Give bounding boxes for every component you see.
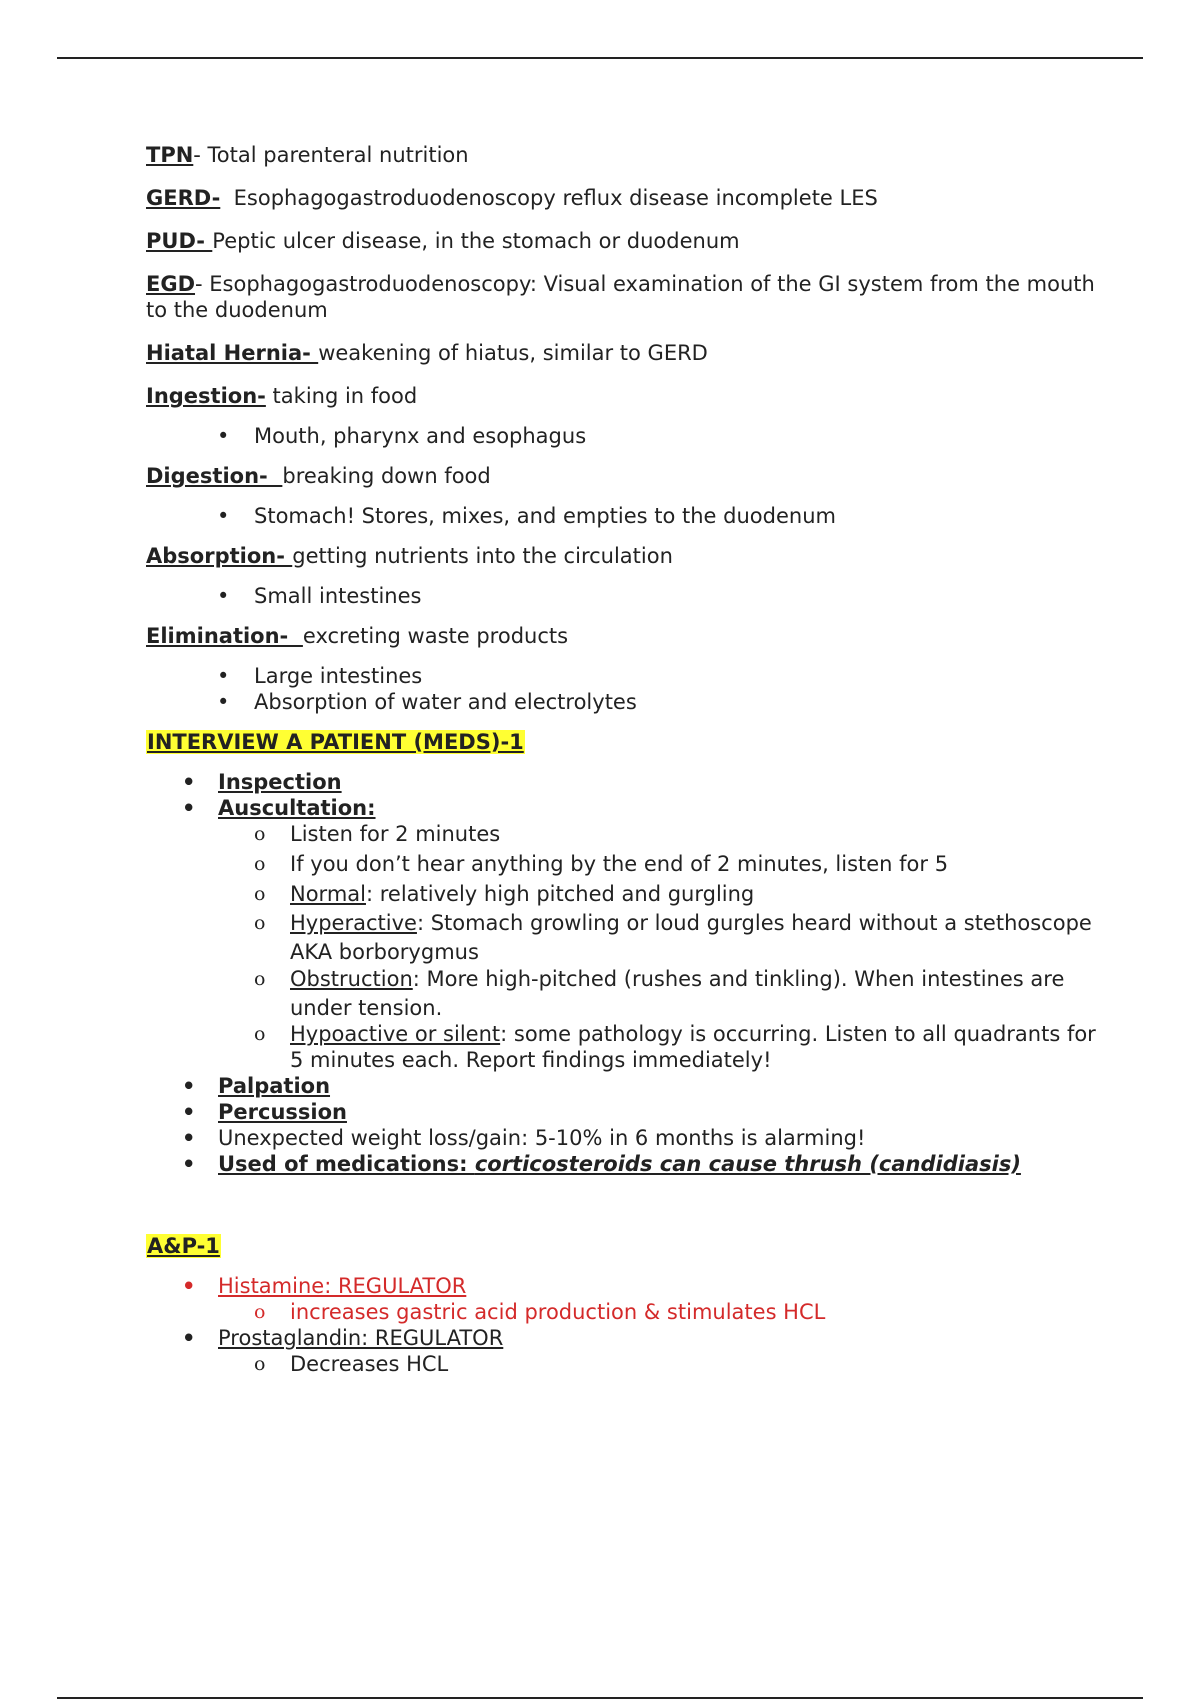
sub-item-normal: o Normal: relatively high pitched and gurgling xyxy=(146,881,1096,907)
list-item: • Small intestines xyxy=(146,583,1096,609)
list-item-histamine: • Histamine: REGULATOR xyxy=(146,1273,1096,1299)
document-body xyxy=(146,142,1096,1377)
list-item: • Absorption of water and electrolytes xyxy=(146,689,1096,715)
list-item-auscultation: • Auscultation: xyxy=(146,795,1096,821)
sub-item-obstruction: o Obstruction: More high-pitched (rushes and tinkling). When intestines are under tension. xyxy=(146,965,1096,1023)
header-rule xyxy=(57,57,1143,59)
sub-item-hypoactive: o Hypoactive or silent: some pathology is occurring. Listen to all quadrants for 5 minutes each. Report findings immediately! xyxy=(146,1021,1096,1073)
process-ingestion: Ingestion- taking in food xyxy=(146,384,418,408)
list-item-percussion: • Percussion xyxy=(146,1099,1096,1125)
sub-item-prostaglandin: o Decreases HCL xyxy=(146,1351,1096,1377)
definition-tpn: TPN- Total parenteral nutrition xyxy=(146,143,469,167)
definition-gerd: GERD- Esophagogastroduodenoscopy reflux disease incomplete LES xyxy=(146,186,878,210)
list-item: • Large intestines xyxy=(146,663,1096,689)
interview-heading: INTERVIEW A PATIENT (MEDS)-1 xyxy=(147,730,524,754)
list-item-palpation: • Palpation xyxy=(146,1073,1096,1099)
definition-egd: EGD- Esophagogastroduodenoscopy: Visual examination of the GI system from the mouth to the duodenum xyxy=(146,272,1095,322)
sub-item-histamine: o increases gastric acid production & stimulates HCL xyxy=(146,1299,1096,1325)
process-elimination: Elimination- excreting waste products xyxy=(146,624,569,648)
list-item-medications: • Used of medications: corticosteroids can cause thrush (candidiasis) xyxy=(146,1151,1096,1177)
list-item: • Stomach! Stores, mixes, and empties to the duodenum xyxy=(146,503,1096,529)
sub-item-hyperactive: o Hyperactive: Stomach growling or loud gurgles heard without a stethoscope AKA borborygmus xyxy=(146,909,1096,967)
list-item-prostaglandin: • Prostaglandin: REGULATOR xyxy=(146,1325,1096,1351)
sub-item: o Listen for 2 minutes xyxy=(146,821,1096,847)
list-item-weight: • Unexpected weight loss/gain: 5-10% in 6 months is alarming! xyxy=(146,1125,1096,1151)
definition-pud: PUD- Peptic ulcer disease, in the stomach or duodenum xyxy=(146,229,740,253)
footer-rule xyxy=(57,1697,1143,1699)
definition-hiatal-hernia: Hiatal Hernia- weakening of hiatus, similar to GERD xyxy=(146,341,708,365)
process-absorption: Absorption- getting nutrients into the circulation xyxy=(146,544,673,568)
list-item: • Mouth, pharynx and esophagus xyxy=(146,423,1096,449)
process-digestion: Digestion- breaking down food xyxy=(146,464,491,488)
sub-item: o If you don’t hear anything by the end of 2 minutes, listen for 5 xyxy=(146,851,1096,877)
ap-heading: A&P-1 xyxy=(147,1234,220,1258)
list-item-inspection: • Inspection xyxy=(146,769,1096,795)
